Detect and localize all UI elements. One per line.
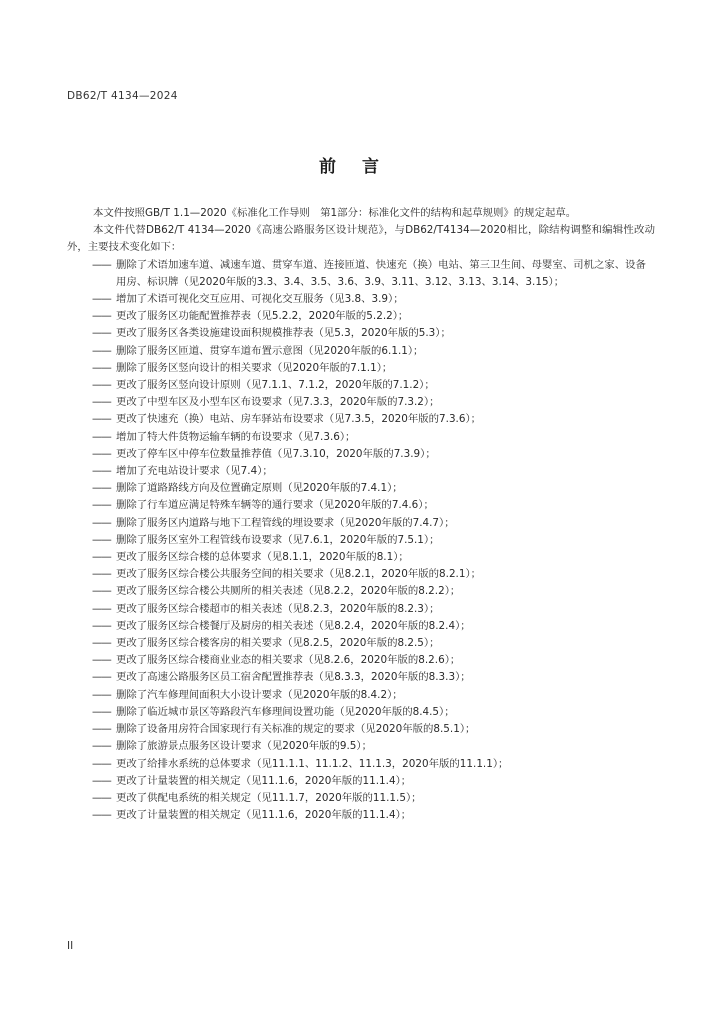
- list-item-text: 增加了充电站设计要求（见7.4）；: [116, 465, 273, 478]
- list-item-text: 删除了汽车修理间面积大小设计要求（见2020年版的8.4.2）；: [116, 688, 403, 701]
- list-item: [67, 480, 655, 497]
- list-dash: ——: [92, 688, 111, 701]
- foreword-body: [67, 205, 655, 824]
- list-dash: ——: [92, 465, 111, 478]
- list-dash: ——: [92, 482, 111, 495]
- list-item-text: 更改了快速充（换）电站、房车驿站布设要求（见7.3.5，2020年版的7.3.6）；: [116, 413, 482, 426]
- list-dash: ——: [92, 791, 111, 804]
- list-dash: ——: [92, 327, 111, 340]
- list-dash: ——: [92, 671, 111, 684]
- list-item-text: 更改了服务区竖向设计原则（见7.1.1、7.1.2，2020年版的7.1.2）；: [116, 379, 435, 392]
- list-item: [67, 532, 655, 549]
- list-item-text: 删除了服务区室外工程管线布设要求（见7.6.1，2020年版的7.5.1）；: [116, 533, 440, 546]
- list-dash: ——: [92, 447, 111, 460]
- list-dash: ——: [92, 344, 111, 357]
- list-item: [67, 652, 655, 669]
- list-dash: ——: [92, 637, 111, 650]
- list-item: [67, 325, 655, 342]
- list-item: [67, 601, 655, 618]
- list-item: [67, 583, 655, 600]
- list-item-text: 更改了服务区各类设施建设面积规模推荐表（见5.3，2020年版的5.3）；: [116, 327, 451, 340]
- list-item: [67, 721, 655, 738]
- change-list: [67, 257, 655, 825]
- list-item-text: 更改了供配电系统的相关规定（见11.1.7，2020年版的11.1.5）；: [116, 791, 422, 804]
- list-item: [67, 807, 655, 824]
- list-item-text: 更改了计量装置的相关规定（见11.1.6，2020年版的11.1.4）；: [116, 774, 412, 787]
- list-item-text: 删除了术语加速车道、减速车道、贯穿车道、连接匝道、快速充（换）电站、第三卫生间、母婴室、司机之家、设备用房、标识牌（见2020年版的3.3、3.4、3.5、3.6、3.9、3.11、3.12、3.13、3.14、3.15）；: [116, 258, 646, 288]
- list-dash: ——: [92, 757, 111, 770]
- list-dash: ——: [92, 396, 111, 409]
- list-item-text: 更改了计量装置的相关规定（见11.1.6，2020年版的11.1.4）；: [116, 809, 412, 822]
- list-item: [67, 549, 655, 566]
- page-number: II: [67, 940, 74, 952]
- list-dash: ——: [92, 740, 111, 753]
- list-item-text: 删除了服务区竖向设计的相关要求（见2020年版的7.1.1）；: [116, 361, 393, 374]
- list-dash: ——: [92, 705, 111, 718]
- list-item: [67, 566, 655, 583]
- list-item: [67, 446, 655, 463]
- list-item: [67, 756, 655, 773]
- list-dash: ——: [92, 310, 111, 323]
- list-dash: ——: [92, 499, 111, 512]
- list-item-text: 更改了服务区综合楼商业业态的相关要求（见8.2.6，2020年版的8.2.6）；: [116, 654, 461, 667]
- list-item-text: 更改了服务区功能配置推荐表（见5.2.2，2020年版的5.2.2）；: [116, 310, 409, 323]
- list-item-text: 删除了服务区匝道、贯穿车道布置示意图（见2020年版的6.1.1）；: [116, 344, 424, 357]
- list-dash: ——: [92, 533, 111, 546]
- paragraph: 本文件按照GB/T 1.1—2020《标准化工作导则 第1部分：标准化文件的结构和起草规则》的规定起草。: [93, 207, 577, 219]
- list-item-text: 删除了临近城市景区等路段汽车修理间设置功能（见2020年版的8.4.5）；: [116, 705, 455, 718]
- list-item: [67, 515, 655, 532]
- list-item: [67, 429, 655, 446]
- list-item-text: 更改了中型车区及小型车区布设要求（见7.3.3，2020年版的7.3.2）；: [116, 396, 440, 409]
- list-dash: ——: [92, 516, 111, 529]
- list-item-text: 更改了服务区综合楼公共服务空间的相关要求（见8.2.1，2020年版的8.2.1）；: [116, 568, 482, 581]
- list-item: [67, 738, 655, 755]
- list-item-text: 删除了设备用房符合国家现行有关标准的规定的要求（见2020年版的8.5.1）；: [116, 723, 476, 736]
- list-item-text: 删除了服务区内道路与地下工程管线的埋设要求（见2020年版的7.4.7）；: [116, 516, 455, 529]
- list-item: [67, 360, 655, 377]
- list-dash: ——: [92, 568, 111, 581]
- list-item-text: 增加了术语可视化交互应用、可视化交互服务（见3.8、3.9）；: [116, 293, 404, 306]
- list-item: [67, 618, 655, 635]
- list-dash: ——: [92, 602, 111, 615]
- list-item-text: 更改了给排水系统的总体要求（见11.1.1、11.1.2、11.1.3，2020年版的11.1.1）；: [116, 757, 509, 770]
- list-item: [67, 343, 655, 360]
- list-dash: ——: [92, 361, 111, 374]
- list-item-text: 更改了服务区综合楼客房的相关要求（见8.2.5，2020年版的8.2.5）；: [116, 637, 440, 650]
- paragraph: 本文件代替DB62/T 4134—2020《高速公路服务区设计规范》，与DB62/T4134—2020相比，除结构调整和编辑性改动外，主要技术变化如下：: [67, 224, 655, 254]
- list-item: [67, 773, 655, 790]
- list-item-text: 增加了特大件货物运输车辆的布设要求（见7.3.6）；: [116, 430, 356, 443]
- list-dash: ——: [92, 293, 111, 306]
- list-item: [67, 463, 655, 480]
- list-item: [67, 704, 655, 721]
- list-item-text: 删除了道路路线方向及位置确定原则（见2020年版的7.4.1）；: [116, 482, 403, 495]
- list-item-text: 更改了服务区综合楼超市的相关表述（见8.2.3，2020年版的8.2.3）；: [116, 602, 440, 615]
- list-dash: ——: [92, 413, 111, 426]
- list-dash: ——: [92, 379, 111, 392]
- list-dash: ——: [92, 774, 111, 787]
- list-dash: ——: [92, 654, 111, 667]
- list-dash: ——: [92, 585, 111, 598]
- page-title: 前言: [319, 157, 405, 177]
- list-dash: ——: [92, 551, 111, 564]
- list-item: [67, 497, 655, 514]
- list-item: [67, 308, 655, 325]
- list-dash: ——: [92, 258, 111, 271]
- list-dash: ——: [92, 619, 111, 632]
- list-item-text: 更改了服务区综合楼公共厕所的相关表述（见8.2.2，2020年版的8.2.2）；: [116, 585, 461, 598]
- list-item-text: 删除了旅游景点服务区设计要求（见2020年版的9.5）；: [116, 740, 372, 753]
- list-item: [67, 377, 655, 394]
- list-item-text: 更改了服务区综合楼餐厅及厨房的相关表述（见8.2.4，2020年版的8.2.4）；: [116, 619, 471, 632]
- list-dash: ——: [92, 809, 111, 822]
- list-item: [67, 669, 655, 686]
- list-item-text: 更改了停车区中停车位数量推荐值（见7.3.10，2020年版的7.3.9）；: [116, 447, 436, 460]
- list-item: [67, 790, 655, 807]
- list-item: [67, 394, 655, 411]
- list-item: [67, 635, 655, 652]
- list-item-text: 删除了行车道应满足特殊车辆等的通行要求（见2020年版的7.4.6）；: [116, 499, 434, 512]
- list-item: [67, 411, 655, 428]
- list-dash: ——: [92, 723, 111, 736]
- list-item: [67, 291, 655, 308]
- list-item: [67, 257, 655, 291]
- list-item-text: 更改了服务区综合楼的总体要求（见8.1.1，2020年版的8.1）；: [116, 551, 409, 564]
- list-dash: ——: [92, 430, 111, 443]
- list-item: [67, 687, 655, 704]
- list-item-text: 更改了高速公路服务区员工宿舍配置推荐表（见8.3.3，2020年版的8.3.3）；: [116, 671, 471, 684]
- standard-code: DB62/T 4134—2024: [67, 90, 178, 102]
